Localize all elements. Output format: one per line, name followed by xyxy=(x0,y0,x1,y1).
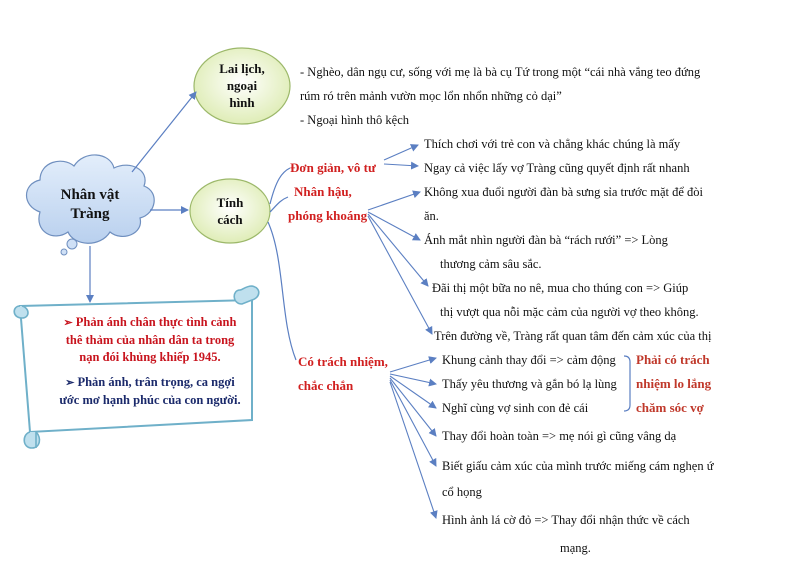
background-text-line2: rúm ró trên mảnh vườn mọc lổn nhổn những cỏ dại” xyxy=(300,89,562,103)
bullet-arrow-icon: ➢ xyxy=(65,377,75,389)
character-node-line1: Tính xyxy=(216,195,244,210)
resp-5b: cổ họng xyxy=(442,485,482,499)
bracket-note-line1: Phải có trách xyxy=(636,352,710,367)
background-node-line1: Lai lịch, xyxy=(219,61,265,76)
background-node xyxy=(200,60,284,111)
resp-6b: mạng. xyxy=(560,541,591,555)
resp-2: Thấy yêu thương và gắn bó lạ lùng xyxy=(442,377,617,391)
bullet-arrow-icon: ➢ xyxy=(63,317,73,329)
resp-4: Thay đổi hoàn toàn => mẹ nói gì cũng vâng dạ xyxy=(442,429,677,443)
resp-5a: Biết giấu cảm xúc của mình trước miếng cám nghẹn ứ xyxy=(442,459,714,473)
resp-3: Nghĩ cùng vợ sinh con đẻ cái xyxy=(442,401,589,415)
detail-6: Trên đường về, Tràng rất quan tâm đến cảm xúc của thị xyxy=(434,329,712,343)
center-label-line2: Tràng xyxy=(70,206,110,222)
scroll-paragraph-2 xyxy=(40,374,260,409)
scroll-p1-line2: thê thảm của nhân dân ta trong xyxy=(65,333,235,347)
scroll-p2-line1: Phản ánh, trân trọng, ca ngợi xyxy=(77,375,235,389)
detail-1: Thích chơi với trẻ con và chẳng khác chúng là mấy xyxy=(424,137,681,151)
detail-3a: Không xua đuổi người đàn bà sưng sỉa trước mặt để đòi xyxy=(424,185,703,199)
scroll-p1-line1: Phản ánh chân thực tình cảnh xyxy=(75,315,237,329)
bracket xyxy=(624,356,630,411)
center-label xyxy=(40,186,140,224)
summary-scroll xyxy=(14,286,259,448)
scroll-paragraph-1 xyxy=(40,314,260,366)
center-label-line1: Nhân vật xyxy=(60,187,120,203)
detail-4a: Ánh mắt nhìn người đàn bà “rách rưới” => Lòng xyxy=(424,233,668,247)
trait-simple: Đơn giản, vô tư xyxy=(290,160,376,175)
detail-4b: thương cảm sâu sắc. xyxy=(440,257,542,271)
background-node-line2: ngoại xyxy=(226,78,258,93)
bracket-note-line3: chăm sóc vợ xyxy=(636,400,704,415)
detail-3b: ăn. xyxy=(424,209,439,223)
scroll-p2-line2: ước mơ hạnh phúc của con người. xyxy=(59,393,241,407)
character-node-line2: cách xyxy=(217,212,243,227)
detail-5a: Đãi thị một bữa no nê, mua cho thúng con => Giúp xyxy=(432,281,689,295)
background-text-line3: - Ngoại hình thô kệch xyxy=(300,113,410,127)
detail-5b: thị vượt qua nỗi mặc cảm của người vợ theo không. xyxy=(440,305,699,319)
trait-responsible-line2: chắc chắn xyxy=(298,378,354,393)
bracket-note-line2: nhiệm lo lắng xyxy=(636,376,712,391)
scroll-p1-line3: nạn đói khủng khiếp 1945. xyxy=(79,350,221,364)
detail-2: Ngay cả việc lấy vợ Tràng cũng quyết định rất nhanh xyxy=(424,161,690,175)
trait-kind-line2: phóng khoáng xyxy=(288,208,368,223)
background-text-line1: - Nghèo, dân ngụ cư, sống với mẹ là bà cụ Tứ trong một “cái nhà vắng teo đứng xyxy=(300,65,701,79)
background-node-line3: hình xyxy=(229,95,255,110)
character-node xyxy=(195,194,265,228)
resp-1: Khung cảnh thay đổi => cảm động xyxy=(442,353,616,367)
trait-responsible-line1: Có trách nhiệm, xyxy=(298,354,388,369)
resp-6a: Hình ảnh lá cờ đỏ => Thay đổi nhận thức về cách xyxy=(442,513,690,527)
trait-kind-line1: Nhân hậu, xyxy=(294,184,352,199)
